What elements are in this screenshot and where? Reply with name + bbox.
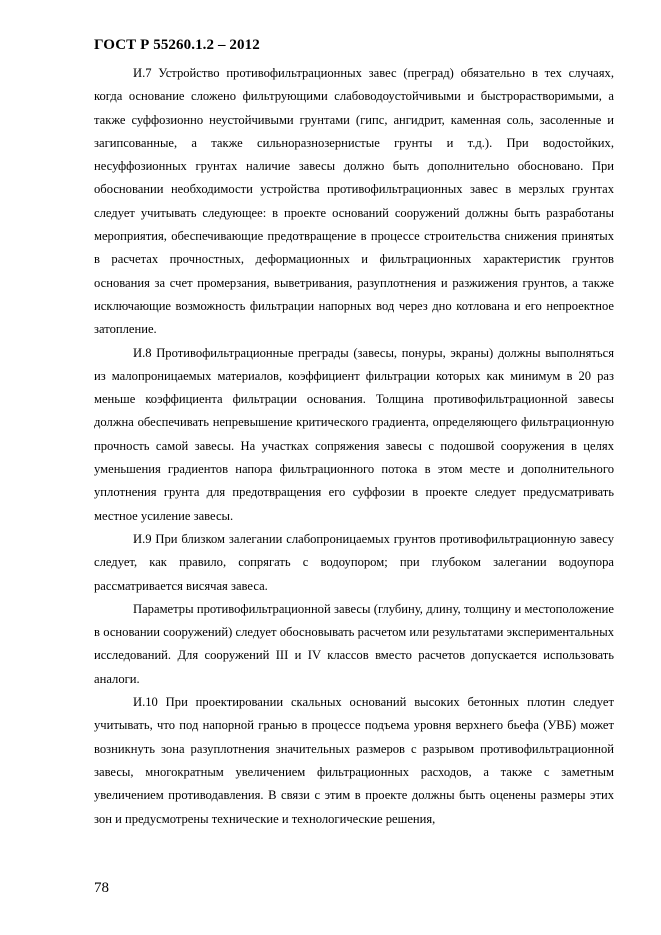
- paragraph-i8: И.8 Противофильтрационные преграды (завесы, понуры, экраны) должны выполняться из малопроницаемых материалов, коэффициент фильтрации которых как минимум в 20 раз меньше коэффициента фильтрации основания. Толщина противофильтрационной завесы должна обеспечивать непревышение критического градиента, определяющего фильтрационную прочность самой завесы. На участках сопряжения завесы с подошвой сооружения в целях уменьшения градиентов напора фильтрационного потока в этом месте и дополнительного уплотнения грунта для предотвращения его суффозии в проекте следует предусматривать местное усиление завесы.: [94, 345, 614, 523]
- document-body: [94, 62, 614, 831]
- page-number: 78: [94, 880, 109, 896]
- paragraph-i10: И.10 При проектировании скальных оснований высоких бетонных плотин следует учитывать, что под напорной гранью в процессе подъема уровня верхнего бьефа (УВБ) может возникнуть зона разуплотнения значительных размеров с разрывом противофильтрационной завесы, многократным увеличением фильтрационных расходов, а также с заметным увеличением противодавления. В связи с этим в проекте должны быть оценены размеры этих зон и предусмотрены технические и технологические решения,: [94, 695, 614, 826]
- paragraph-i9: И.9 При близком залегании слабопроницаемых грунтов противофильтрационную завесу следует, как правило, сопрягать с водоупором; при глубоком залегании водоупора рассматривается висячая завеса.: [94, 531, 614, 593]
- paragraph-i7: И.7 Устройство противофильтрационных завес (преград) обязательно в тех случаях, когда основание сложено фильтрующими слабоводоустойчивыми и быстрорастворимыми, а также суффозионно неустойчивыми грунтами (гипс, ангидрит, каменная соль, засоленные и загипсованные, а также сильноразнозернистые грунты и т.д.). При водостойких, несуффозионных грунтах наличие завесы должно быть дополнительно обосновано. При обосновании необходимости устройства противофильтрационных завес в мерзлых грунтах следует учитывать следующее: в проекте оснований сооружений должны быть разработаны мероприятия, обеспечивающие предотвращение в процессе строительства снижения принятых в расчетах прочностных, деформационных и фильтрационных характеристик грунтов основания за счет промерзания, выветривания, разуплотнения и разжижения грунтов, а также исключающие возможность фильтрации напорных вод через дно котлована и его непроектное затопление.: [94, 66, 614, 337]
- paragraph-parameters: Параметры противофильтрационной завесы (глубину, длину, толщину и местоположение в основании сооружений) следует обосновывать расчетом или результатами экспериментальных исследований. Для сооружений III и IV классов вместо расчетов допускается использовать аналоги.: [94, 601, 614, 686]
- document-header: ГОСТ Р 55260.1.2 – 2012: [94, 37, 260, 53]
